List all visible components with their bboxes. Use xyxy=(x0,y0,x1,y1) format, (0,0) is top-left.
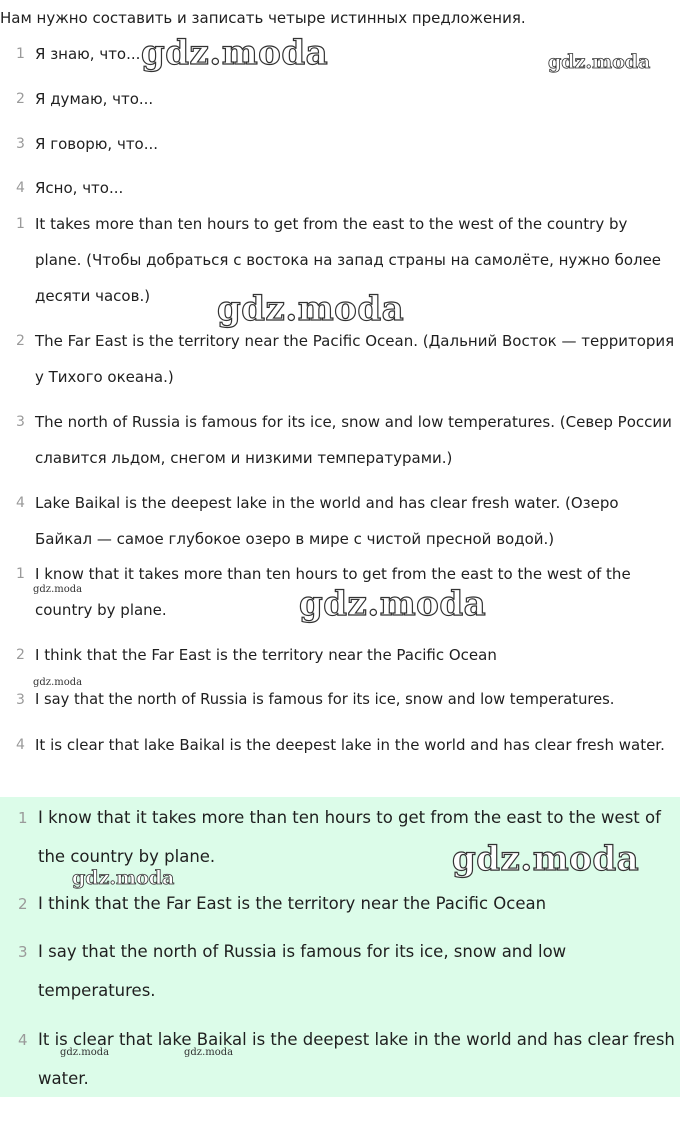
watermark-logo: gdz.moda xyxy=(33,584,83,595)
item-text: I say that the north of Russia is famous for its ice, snow and low temperatures. xyxy=(35,691,615,708)
item-number: 1 xyxy=(18,809,28,827)
item-text: The north of Russia is famous for its ice, snow and low temperatures. (Север России славится льдом, снегом и низкими температурами.) xyxy=(35,413,672,467)
item-number: 4 xyxy=(16,737,25,753)
item-number: 4 xyxy=(18,1031,28,1049)
item-text: Я знаю, что... xyxy=(35,45,141,63)
item-text: I know that it takes more than ten hours to get from the east to the west of the country by plane. xyxy=(35,565,631,619)
item-text: The Far East is the territory near the Pacific Ocean. (Дальний Восток — территория у Тихого океана.) xyxy=(35,332,675,386)
item-text: I think that the Far East is the territory near the Pacific Ocean xyxy=(38,894,547,913)
watermark-logo: gdz.moda xyxy=(33,677,83,688)
item-number: 2 xyxy=(16,91,25,107)
item-text: I know that it takes more than ten hours to get from the east to the west of the country by plane. xyxy=(38,808,661,866)
watermark-logo: gdz.moda xyxy=(548,51,651,73)
item-number: 3 xyxy=(16,692,25,708)
item-text: Я говорю, что... xyxy=(35,135,159,153)
item-text: It is clear that lake Baikal is the deepest lake in the world and has clear fresh water. xyxy=(38,1030,675,1088)
item-text: It takes more than ten hours to get from the east to the west of the country by plane. (Чтобы добраться с востока на запад страны на самолёте, нужно более десяти часов.) xyxy=(35,215,662,305)
watermark-logo: gdz.moda xyxy=(60,1047,110,1058)
item-number: 2 xyxy=(16,333,25,349)
item-number: 1 xyxy=(16,46,25,62)
item-number: 2 xyxy=(18,895,28,913)
item-number: 3 xyxy=(16,414,25,430)
watermark-logo: gdz.moda xyxy=(141,33,329,73)
watermark-logo: gdz.moda xyxy=(217,289,405,329)
item-text: I think that the Far East is the territory near the Pacific Ocean xyxy=(35,646,497,664)
watermark-logo: gdz.moda xyxy=(299,584,487,624)
item-number: 1 xyxy=(16,216,25,232)
watermark-logo: gdz.moda xyxy=(452,839,640,879)
watermark-logo: gdz.moda xyxy=(184,1047,234,1058)
item-number: 1 xyxy=(16,566,25,582)
item-number: 3 xyxy=(18,943,28,961)
item-number: 4 xyxy=(16,495,25,511)
item-text: Ясно, что... xyxy=(35,179,124,197)
watermark-logo: gdz.moda xyxy=(72,867,175,889)
item-text: Я думаю, что... xyxy=(35,90,154,108)
item-text: It is clear that lake Baikal is the deepest lake in the world and has clear fresh water. xyxy=(35,736,665,754)
item-number: 4 xyxy=(16,180,25,196)
item-number: 2 xyxy=(16,647,25,663)
item-number: 3 xyxy=(16,136,25,152)
item-text: Lake Baikal is the deepest lake in the world and has clear fresh water. (Озеро Байкал — самое глубокое озеро в мире с чистой пресной водой.) xyxy=(35,494,619,548)
item-text: I say that the north of Russia is famous for its ice, snow and low temperatures. xyxy=(38,942,567,1000)
intro-text: Нам нужно составить и записать четыре истинных предложения. xyxy=(0,9,526,27)
